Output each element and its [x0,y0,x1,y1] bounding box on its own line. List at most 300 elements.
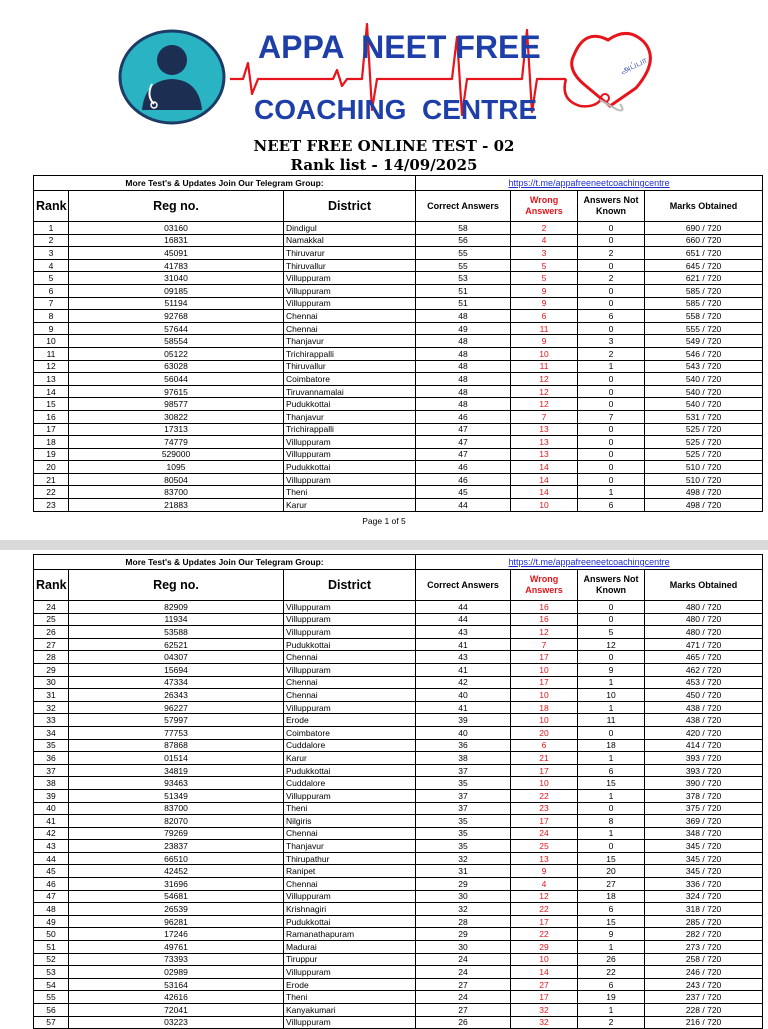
wrong-cell: 7 [511,410,578,423]
table-row [34,222,763,235]
table-row [34,1004,763,1017]
table-row [34,714,763,727]
district-cell: Chennai [284,689,416,702]
marks-cell: 453 / 720 [645,676,763,689]
not-known-cell: 0 [578,284,645,297]
table-row [34,284,763,297]
district-cell: Villuppuram [284,663,416,676]
marks-cell: 546 / 720 [645,347,763,360]
not-known-cell: 0 [578,613,645,626]
district-cell: Thirupathur [284,852,416,865]
district-cell: Pudukkottai [284,915,416,928]
rank-cell: 14 [34,385,69,398]
telegram-label: More Test's & Updates Join Our Telegram Group: [34,555,416,570]
district-cell: Chennai [284,827,416,840]
rank-cell: 54 [34,978,69,991]
wrong-cell: 32 [511,1004,578,1017]
correct-cell: 35 [416,815,511,828]
rank-cell: 39 [34,789,69,802]
reg-no-cell: 77753 [69,726,284,739]
district-cell: Villuppuram [284,626,416,639]
reg-no-cell: 03223 [69,1016,284,1029]
district-cell: Chennai [284,651,416,664]
correct-cell: 36 [416,739,511,752]
wrong-cell: 14 [511,486,578,499]
rank-cell: 52 [34,953,69,966]
not-known-cell: 5 [578,626,645,639]
correct-cell: 35 [416,840,511,853]
reg-no-cell: 03160 [69,222,284,235]
col-district: District [284,570,416,601]
reg-no-cell: 56044 [69,373,284,386]
correct-cell: 37 [416,802,511,815]
wrong-cell: 16 [511,601,578,614]
reg-no-cell: 51349 [69,789,284,802]
not-known-cell: 6 [578,764,645,777]
table-header-row [34,191,763,222]
correct-cell: 53 [416,272,511,285]
table-body-page-1 [34,222,763,512]
wrong-cell: 32 [511,1016,578,1029]
marks-cell: 393 / 720 [645,764,763,777]
reg-no-cell: 30822 [69,410,284,423]
correct-cell: 41 [416,638,511,651]
wrong-cell: 9 [511,284,578,297]
rank-cell: 19 [34,448,69,461]
not-known-cell: 1 [578,789,645,802]
reg-no-cell: 74779 [69,436,284,449]
marks-cell: 375 / 720 [645,802,763,815]
not-known-cell: 6 [578,978,645,991]
correct-cell: 35 [416,827,511,840]
marks-cell: 318 / 720 [645,903,763,916]
district-cell: Villuppuram [284,890,416,903]
marks-cell: 549 / 720 [645,335,763,348]
not-known-cell: 0 [578,322,645,335]
district-cell: Chennai [284,310,416,323]
wrong-cell: 11 [511,322,578,335]
correct-cell: 24 [416,953,511,966]
table-header-row [34,570,763,601]
reg-no-cell: 58554 [69,335,284,348]
marks-cell: 498 / 720 [645,499,763,512]
district-cell: Trichirappalli [284,423,416,436]
correct-cell: 44 [416,499,511,512]
wrong-cell: 4 [511,878,578,891]
rank-cell: 3 [34,247,69,260]
rank-cell: 6 [34,284,69,297]
district-cell: Pudukkottai [284,398,416,411]
reg-no-cell: 92768 [69,310,284,323]
correct-cell: 24 [416,966,511,979]
marks-cell: 558 / 720 [645,310,763,323]
col-district: District [284,191,416,222]
reg-no-cell: 26539 [69,903,284,916]
rank-cell: 42 [34,827,69,840]
rank-cell: 32 [34,701,69,714]
rank-cell: 55 [34,991,69,1004]
wrong-cell: 17 [511,676,578,689]
correct-cell: 24 [416,991,511,1004]
table-row [34,852,763,865]
telegram-link[interactable]: https://t.me/appafreeneetcoachingcentre [416,555,763,570]
district-cell: Erode [284,978,416,991]
reg-no-cell: 42616 [69,991,284,1004]
marks-cell: 228 / 720 [645,1004,763,1017]
district-cell: Pudukkottai [284,638,416,651]
district-cell: Villuppuram [284,966,416,979]
reg-no-cell: 98577 [69,398,284,411]
district-cell: Erode [284,714,416,727]
table-row [34,335,763,348]
correct-cell: 35 [416,777,511,790]
district-cell: Pudukkottai [284,461,416,474]
reg-no-cell: 02989 [69,966,284,979]
correct-cell: 41 [416,701,511,714]
wrong-cell: 22 [511,789,578,802]
table-row [34,941,763,954]
district-cell: Villuppuram [284,701,416,714]
wrong-cell: 20 [511,726,578,739]
reg-no-cell: 79269 [69,827,284,840]
district-cell: Nilgiris [284,815,416,828]
table-row [34,486,763,499]
district-cell: Villuppuram [284,601,416,614]
not-known-cell: 0 [578,473,645,486]
table-row [34,890,763,903]
marks-cell: 414 / 720 [645,739,763,752]
correct-cell: 30 [416,890,511,903]
table-row [34,410,763,423]
wrong-cell: 4 [511,234,578,247]
wrong-cell: 22 [511,928,578,941]
test-title: NEET FREE ONLINE TEST - 02 [253,137,515,155]
marks-cell: 246 / 720 [645,966,763,979]
table-row [34,815,763,828]
not-known-cell: 1 [578,676,645,689]
reg-no-cell: 80504 [69,473,284,486]
correct-cell: 32 [416,852,511,865]
district-cell: Pudukkottai [284,764,416,777]
not-known-cell: 1 [578,752,645,765]
reg-no-cell: 54681 [69,890,284,903]
not-known-cell: 12 [578,638,645,651]
reg-no-cell: 41783 [69,259,284,272]
correct-cell: 45 [416,486,511,499]
not-known-cell: 1 [578,941,645,954]
wrong-cell: 3 [511,247,578,260]
wrong-cell: 14 [511,473,578,486]
wrong-cell: 5 [511,259,578,272]
district-cell: Namakkal [284,234,416,247]
rank-cell: 4 [34,259,69,272]
not-known-cell: 0 [578,436,645,449]
rank-cell: 1 [34,222,69,235]
table-row [34,991,763,1004]
rank-cell: 10 [34,335,69,348]
wrong-cell: 17 [511,764,578,777]
reg-no-cell: 62521 [69,638,284,651]
marks-cell: 543 / 720 [645,360,763,373]
reg-no-cell: 96281 [69,915,284,928]
correct-cell: 27 [416,1004,511,1017]
district-cell: Villuppuram [284,297,416,310]
correct-cell: 48 [416,360,511,373]
page-footer: Page 1 of 5 [362,516,406,526]
marks-cell: 393 / 720 [645,752,763,765]
wrong-cell: 17 [511,815,578,828]
rank-cell: 11 [34,347,69,360]
table-row [34,966,763,979]
table-row [34,802,763,815]
marks-cell: 438 / 720 [645,701,763,714]
rank-table-page-2 [33,554,763,1029]
correct-cell: 48 [416,398,511,411]
rank-cell: 25 [34,613,69,626]
correct-cell: 48 [416,310,511,323]
table-row [34,676,763,689]
table-row [34,739,763,752]
table-row [34,601,763,614]
district-cell: Trichirappalli [284,347,416,360]
marks-cell: 237 / 720 [645,991,763,1004]
not-known-cell: 2 [578,247,645,260]
col-reg-no: Reg no. [69,570,284,601]
district-cell: Chennai [284,878,416,891]
correct-cell: 38 [416,752,511,765]
wrong-cell: 9 [511,335,578,348]
not-known-cell: 6 [578,310,645,323]
wrong-cell: 10 [511,663,578,676]
not-known-cell: 0 [578,259,645,272]
reg-no-cell: 83700 [69,486,284,499]
correct-cell: 48 [416,335,511,348]
district-cell: Thiruvallur [284,360,416,373]
reg-no-cell: 53588 [69,626,284,639]
marks-cell: 660 / 720 [645,234,763,247]
not-known-cell: 10 [578,689,645,702]
reg-no-cell: 93463 [69,777,284,790]
rank-table-page-1 [33,175,763,512]
correct-cell: 26 [416,1016,511,1029]
not-known-cell: 0 [578,461,645,474]
reg-no-cell: 57644 [69,322,284,335]
reg-no-cell: 82909 [69,601,284,614]
correct-cell: 55 [416,259,511,272]
table-row [34,764,763,777]
not-known-cell: 20 [578,865,645,878]
not-known-cell: 9 [578,663,645,676]
rank-cell: 20 [34,461,69,474]
not-known-cell: 9 [578,928,645,941]
not-known-cell: 1 [578,360,645,373]
col-reg-no: Reg no. [69,191,284,222]
reg-no-cell: 1095 [69,461,284,474]
telegram-row [34,176,763,191]
not-known-cell: 0 [578,802,645,815]
district-cell: Cuddalore [284,777,416,790]
col-marks-obtained: Marks Obtained [645,570,763,601]
not-known-cell: 15 [578,777,645,790]
rank-cell: 36 [34,752,69,765]
table-row [34,638,763,651]
correct-cell: 37 [416,789,511,802]
reg-no-cell: 72041 [69,1004,284,1017]
marks-cell: 480 / 720 [645,613,763,626]
correct-cell: 44 [416,613,511,626]
reg-no-cell: 96227 [69,701,284,714]
wrong-cell: 10 [511,777,578,790]
correct-cell: 29 [416,928,511,941]
table-row [34,915,763,928]
marks-cell: 369 / 720 [645,815,763,828]
table-row [34,827,763,840]
district-cell: Villuppuram [284,436,416,449]
header-graphic [0,0,768,134]
district-cell: Thanjavur [284,335,416,348]
table-row [34,234,763,247]
marks-cell: 336 / 720 [645,878,763,891]
wrong-cell: 12 [511,890,578,903]
page-header [0,0,768,134]
rank-cell: 57 [34,1016,69,1029]
wrong-cell: 14 [511,966,578,979]
table-body-page-2 [34,601,763,1029]
correct-cell: 32 [416,903,511,916]
rank-cell: 28 [34,651,69,664]
rank-cell: 31 [34,689,69,702]
table-row [34,651,763,664]
marks-cell: 585 / 720 [645,284,763,297]
district-cell: Karur [284,499,416,512]
telegram-link[interactable]: https://t.me/appafreeneetcoachingcentre [416,176,763,191]
marks-cell: 348 / 720 [645,827,763,840]
wrong-cell: 27 [511,978,578,991]
correct-cell: 51 [416,297,511,310]
table-row [34,347,763,360]
not-known-cell: 0 [578,234,645,247]
not-known-cell: 6 [578,903,645,916]
rank-cell: 41 [34,815,69,828]
correct-cell: 31 [416,865,511,878]
reg-no-cell: 01514 [69,752,284,765]
wrong-cell: 6 [511,310,578,323]
wrong-cell: 11 [511,360,578,373]
wrong-cell: 9 [511,297,578,310]
telegram-label: More Test's & Updates Join Our Telegram Group: [34,176,416,191]
table-row [34,663,763,676]
reg-no-cell: 45091 [69,247,284,260]
table-row [34,499,763,512]
rank-cell: 50 [34,928,69,941]
rank-cell: 34 [34,726,69,739]
table-row [34,398,763,411]
district-cell: Madurai [284,941,416,954]
not-known-cell: 18 [578,890,645,903]
district-cell: Villuppuram [284,284,416,297]
reg-no-cell: 87868 [69,739,284,752]
correct-cell: 47 [416,448,511,461]
rank-cell: 15 [34,398,69,411]
table-row [34,436,763,449]
not-known-cell: 0 [578,840,645,853]
district-cell: Villuppuram [284,448,416,461]
not-known-cell: 15 [578,852,645,865]
marks-cell: 462 / 720 [645,663,763,676]
not-known-cell: 1 [578,486,645,499]
marks-cell: 420 / 720 [645,726,763,739]
reg-no-cell: 47334 [69,676,284,689]
wrong-cell: 14 [511,461,578,474]
correct-cell: 46 [416,410,511,423]
not-known-cell: 2 [578,272,645,285]
rank-cell: 38 [34,777,69,790]
table-row [34,1016,763,1029]
col-rank: Rank [34,570,69,601]
correct-cell: 47 [416,436,511,449]
district-cell: Chennai [284,322,416,335]
wrong-cell: 17 [511,915,578,928]
wrong-cell: 13 [511,436,578,449]
district-cell: Villuppuram [284,473,416,486]
rank-cell: 9 [34,322,69,335]
not-known-cell: 8 [578,815,645,828]
wrong-cell: 7 [511,638,578,651]
reg-no-cell: 04307 [69,651,284,664]
marks-cell: 324 / 720 [645,890,763,903]
correct-cell: 27 [416,978,511,991]
correct-cell: 40 [416,689,511,702]
rank-cell: 43 [34,840,69,853]
table-row [34,448,763,461]
district-cell: Thiruvarur [284,247,416,260]
col-marks-obtained: Marks Obtained [645,191,763,222]
rank-cell: 27 [34,638,69,651]
wrong-cell: 21 [511,752,578,765]
marks-cell: 216 / 720 [645,1016,763,1029]
rank-cell: 45 [34,865,69,878]
district-cell: Coimbatore [284,373,416,386]
wrong-cell: 10 [511,347,578,360]
wrong-cell: 25 [511,840,578,853]
rank-cell: 13 [34,373,69,386]
not-known-cell: 0 [578,398,645,411]
table-row [34,840,763,853]
not-known-cell: 15 [578,915,645,928]
rank-cell: 5 [34,272,69,285]
marks-cell: 480 / 720 [645,601,763,614]
reg-no-cell: 97615 [69,385,284,398]
marks-cell: 390 / 720 [645,777,763,790]
table-row [34,689,763,702]
not-known-cell: 0 [578,601,645,614]
not-known-cell: 0 [578,726,645,739]
table-row [34,978,763,991]
district-cell: Chennai [284,676,416,689]
not-known-cell: 6 [578,499,645,512]
table-row [34,360,763,373]
not-known-cell: 0 [578,373,645,386]
district-cell: Villuppuram [284,789,416,802]
col-correct-answers: Correct Answers [416,191,511,222]
marks-cell: 651 / 720 [645,247,763,260]
brand-line-1: APPA NEET FREE [258,29,541,65]
marks-cell: 471 / 720 [645,638,763,651]
district-cell: Cuddalore [284,739,416,752]
district-cell: Villuppuram [284,272,416,285]
district-cell: Ramanathapuram [284,928,416,941]
district-cell: Krishnagiri [284,903,416,916]
